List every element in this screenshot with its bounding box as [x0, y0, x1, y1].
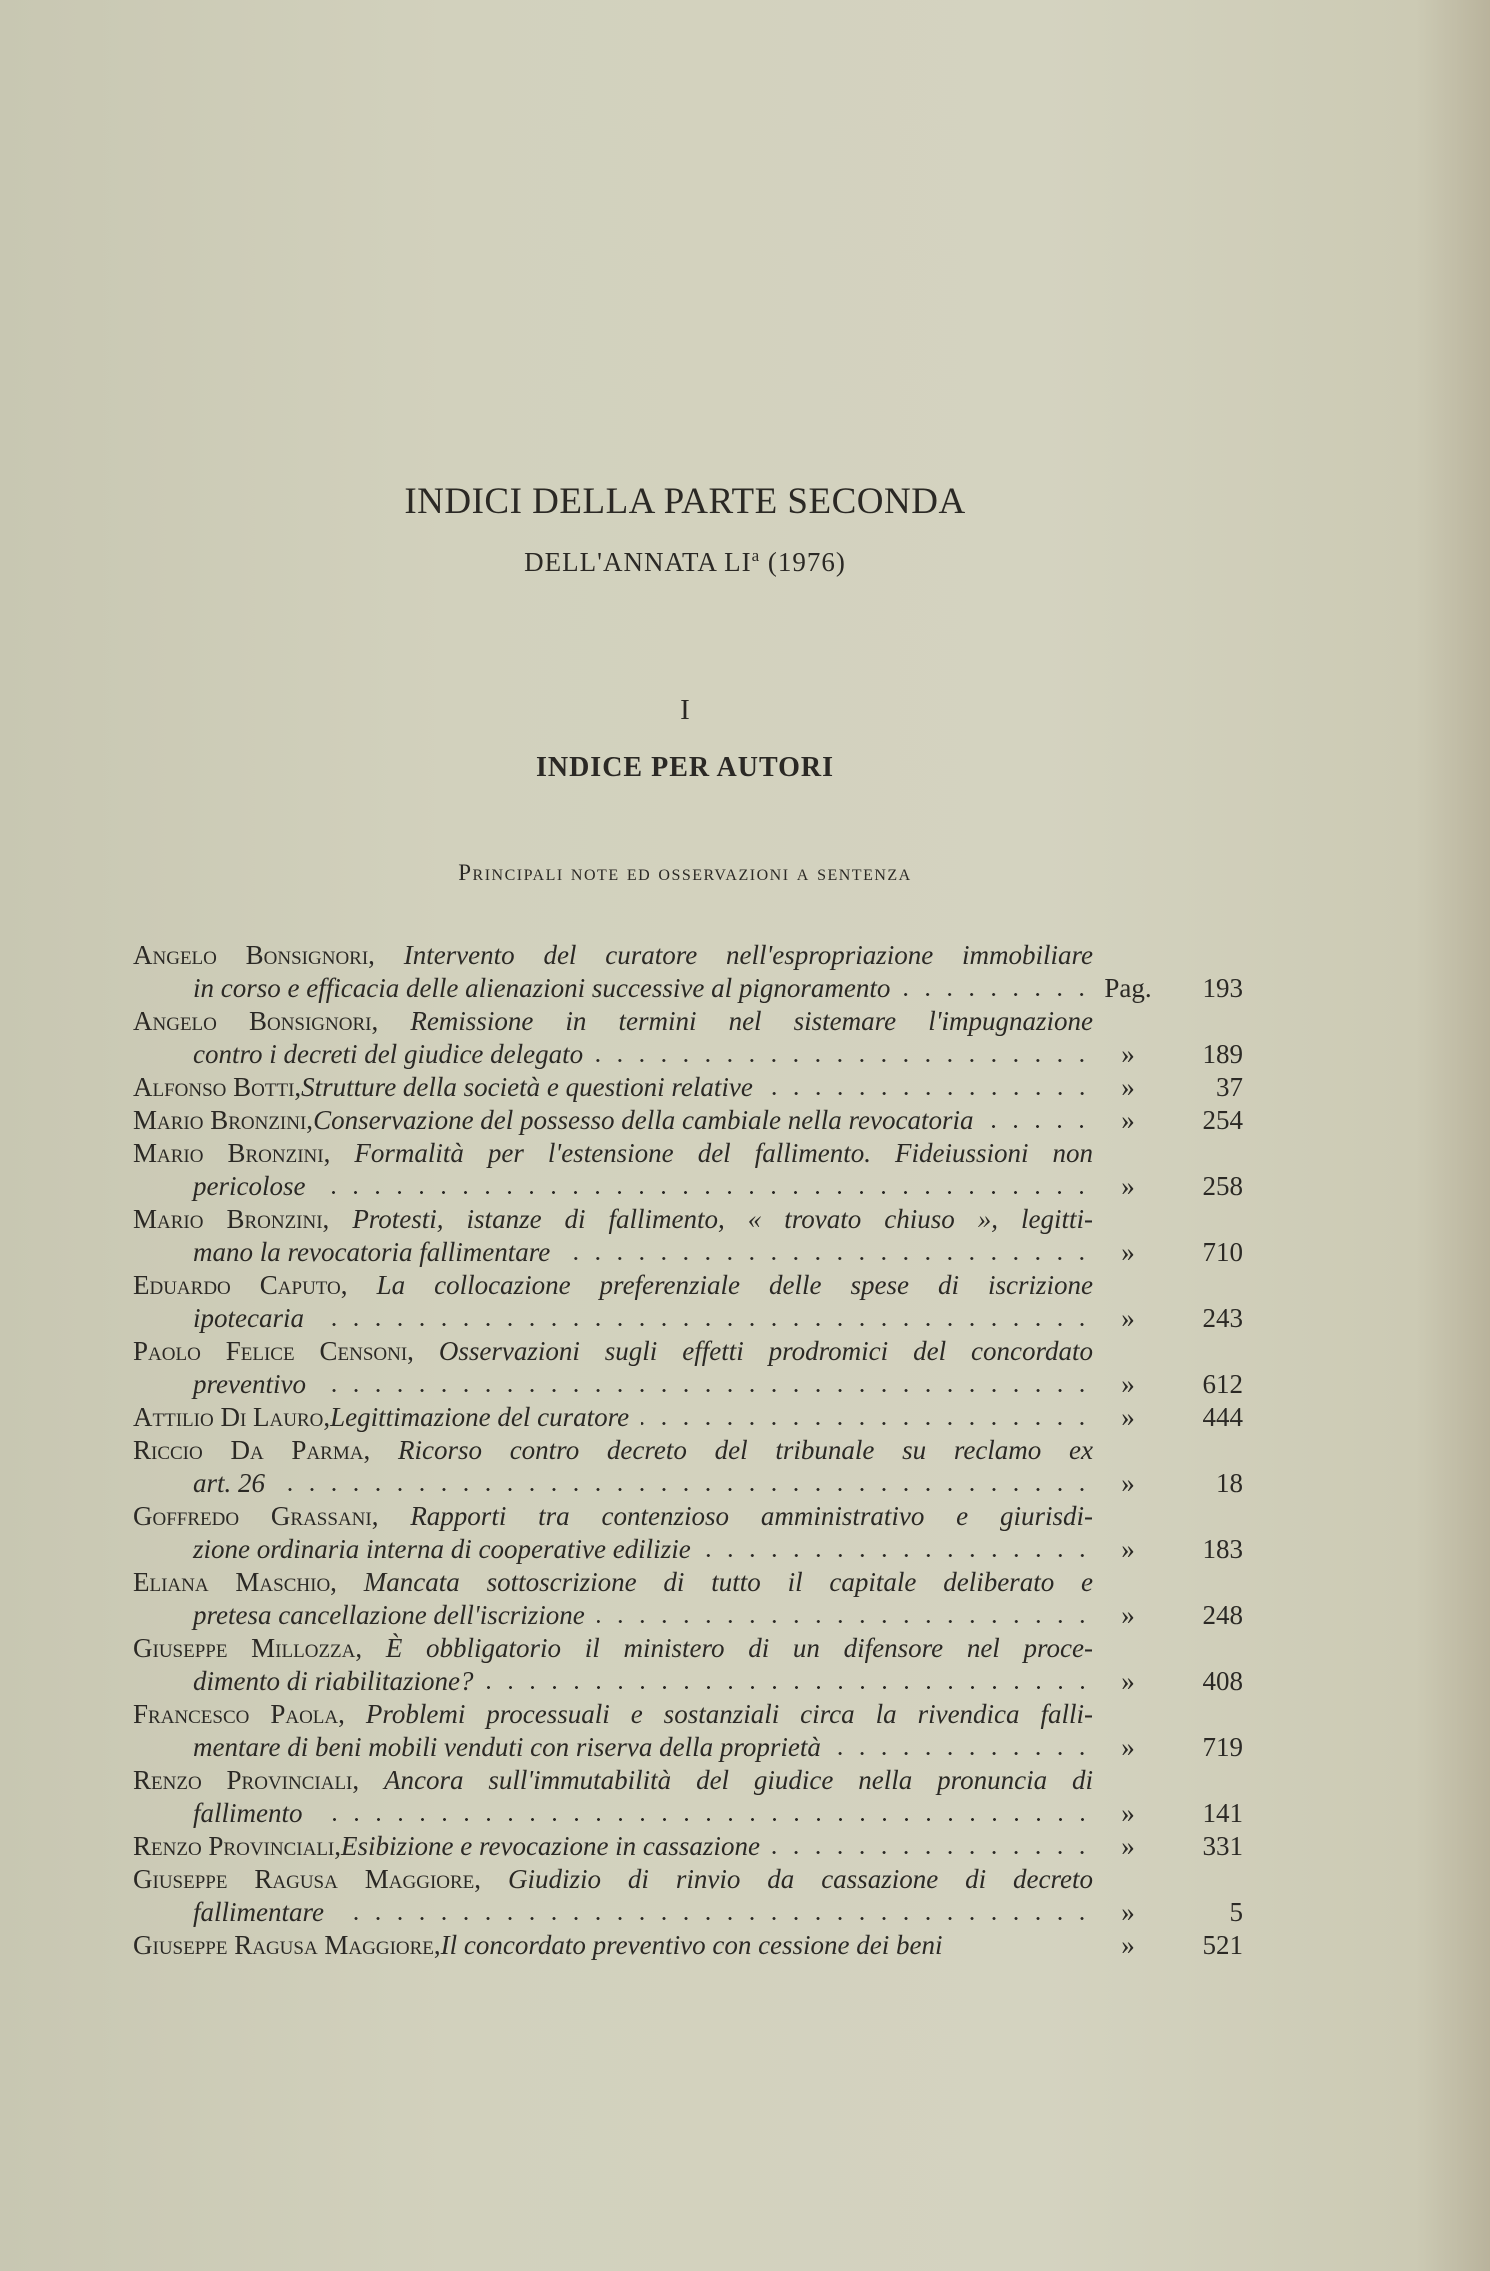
- dot-leader: [902, 972, 1093, 1005]
- page-number: 612: [1202, 1369, 1243, 1399]
- entry-line: [133, 972, 1243, 1005]
- entry-line: [133, 1401, 1243, 1434]
- index-entry: [133, 1863, 1243, 1929]
- entry-text: [133, 1368, 1093, 1401]
- page-number: 5: [1229, 1897, 1243, 1927]
- page-number: 254: [1202, 1105, 1243, 1135]
- page-prefix: »: [1121, 1402, 1135, 1432]
- page-prefix: »: [1121, 1237, 1135, 1267]
- page-number: [1163, 939, 1243, 972]
- entry-title: ipotecaria: [193, 1303, 304, 1333]
- entry-text: [133, 1467, 1093, 1500]
- page-number: 193: [1202, 973, 1243, 1003]
- entry-line: [133, 1830, 1243, 1863]
- dot-leader: [597, 1599, 1093, 1632]
- entry-title: Formalità per l'estensione del fallimento. Fideiussioni non: [354, 1138, 1093, 1168]
- entry-title: Conservazione del possesso della cambiale nella revocatoria: [313, 1105, 974, 1135]
- entry-author: Renzo Provinciali,: [133, 1831, 341, 1861]
- page-prefix: [1093, 1203, 1163, 1236]
- page-number: 408: [1202, 1666, 1243, 1696]
- entry-title: preventivo: [193, 1369, 306, 1399]
- dot-leader: [317, 1170, 1093, 1203]
- entry-text: [133, 1764, 1093, 1797]
- page-subtitle: [0, 546, 1370, 578]
- page-prefix: »: [1121, 1534, 1135, 1564]
- entry-title: art. 26: [193, 1468, 266, 1498]
- entry-title: mano la revocatoria fallimentare: [193, 1237, 551, 1267]
- dot-leader: [277, 1467, 1093, 1500]
- page-number: 710: [1202, 1237, 1243, 1267]
- page-prefix: [1093, 1698, 1163, 1731]
- entry-text: [133, 1071, 1093, 1104]
- entry-line: [133, 1896, 1243, 1929]
- entry-title: Strutture della società e questioni relative: [301, 1072, 753, 1102]
- dot-leader: [985, 1104, 1093, 1137]
- page-prefix: Pag.: [1104, 973, 1152, 1003]
- entry-line: [133, 939, 1243, 972]
- entry-author: Mario Bronzini,: [133, 1105, 314, 1135]
- page-number: 18: [1216, 1468, 1243, 1498]
- entry-title: Rapporti tra contenzioso amministrativo e giurisdi-: [410, 1501, 1093, 1531]
- page-number: 243: [1202, 1303, 1243, 1333]
- entry-line: [133, 1929, 1243, 1962]
- index-entry: [133, 1203, 1243, 1269]
- page-prefix: [1093, 1764, 1163, 1797]
- entry-line: [133, 1764, 1243, 1797]
- page-prefix: [1093, 1863, 1163, 1896]
- index-entry: [133, 1929, 1243, 1962]
- entry-line: [133, 1665, 1243, 1698]
- entry-text: [133, 1665, 1093, 1698]
- page-number: [1163, 1764, 1243, 1797]
- entry-title: Mancata sottoscrizione di tutto il capitale deliberato e: [363, 1567, 1093, 1597]
- subtitle-text: DELL'ANNATA LI: [524, 547, 752, 577]
- entry-text: [133, 972, 1093, 1005]
- entry-author: Angelo Bonsignori,: [133, 1006, 379, 1036]
- dot-leader: [765, 1071, 1093, 1104]
- entry-text: [133, 1863, 1093, 1896]
- entry-author: Francesco Paola,: [133, 1699, 345, 1729]
- entry-author: Paolo Felice Censoni,: [133, 1336, 414, 1366]
- entry-text: [133, 1335, 1093, 1368]
- entry-title: dimento di riabilitazione?: [193, 1666, 474, 1696]
- entry-text: [133, 1830, 1093, 1863]
- entry-title: Intervento del curatore nell'espropriazione immobiliare: [403, 940, 1093, 970]
- entry-title: fallimentare: [193, 1897, 324, 1927]
- page-title: INDICI DELLA PARTE SECONDA: [404, 481, 966, 522]
- index-entry: [133, 1071, 1243, 1104]
- entry-line: [133, 1335, 1243, 1368]
- page-number: [1163, 1632, 1243, 1665]
- entry-line: [133, 1500, 1243, 1533]
- page-number: 141: [1202, 1798, 1243, 1828]
- page-number: [1163, 1335, 1243, 1368]
- author-index-list: [133, 939, 1243, 1962]
- entry-line: [133, 1599, 1243, 1632]
- page-number: 719: [1202, 1732, 1243, 1762]
- dot-leader: [595, 1038, 1093, 1071]
- page-prefix: »: [1121, 1666, 1135, 1696]
- page-prefix: »: [1121, 1369, 1135, 1399]
- entry-text: [133, 939, 1093, 972]
- entry-line: [133, 1302, 1243, 1335]
- entry-text: [133, 1236, 1093, 1269]
- page-number: 248: [1202, 1600, 1243, 1630]
- entry-text: [133, 1038, 1093, 1071]
- page-prefix: »: [1121, 1897, 1135, 1927]
- page-number: [1163, 1434, 1243, 1467]
- entry-title: Giudizio di rinvio da cassazione di decreto: [507, 1864, 1093, 1894]
- entry-text: [133, 1203, 1093, 1236]
- entry-title: Problemi processuali e sostanziali circa la rivendica falli-: [365, 1699, 1093, 1729]
- page-number: [1163, 1566, 1243, 1599]
- dot-leader: [316, 1302, 1093, 1335]
- entry-title: Legittimazione del curatore: [330, 1402, 630, 1432]
- entry-line: [133, 1698, 1243, 1731]
- entry-author: Goffredo Grassani,: [133, 1501, 379, 1531]
- entry-text: [133, 1401, 1093, 1434]
- index-entry: [133, 1566, 1243, 1632]
- entry-title: mentare di beni mobili venduti con riserva della proprietà: [193, 1732, 821, 1762]
- entry-title: pretesa cancellazione dell'iscrizione: [193, 1600, 585, 1630]
- entry-line: [133, 1236, 1243, 1269]
- index-entry: [133, 1269, 1243, 1335]
- dot-leader: [772, 1830, 1093, 1863]
- entry-author: Eliana Maschio,: [133, 1567, 337, 1597]
- entry-author: Eduardo Caputo,: [133, 1270, 348, 1300]
- entry-line: [133, 1731, 1243, 1764]
- entry-author: Giuseppe Ragusa Maggiore,: [133, 1864, 482, 1894]
- entry-title: Protesti, istanze di fallimento, « trovato chiuso », legitti-: [352, 1204, 1093, 1234]
- entry-text: [133, 1632, 1093, 1665]
- page-prefix: [1093, 1335, 1163, 1368]
- entry-line: [133, 1071, 1243, 1104]
- page-prefix: »: [1121, 1072, 1135, 1102]
- dot-leader: [336, 1896, 1093, 1929]
- page-prefix: »: [1121, 1600, 1135, 1630]
- entry-line: [133, 1104, 1243, 1137]
- entry-line: [133, 1467, 1243, 1500]
- page-prefix: [1093, 939, 1163, 972]
- entry-author: Alfonso Botti,: [133, 1072, 302, 1102]
- entry-author: Riccio Da Parma,: [133, 1435, 371, 1465]
- entry-author: Angelo Bonsignori,: [133, 940, 375, 970]
- index-entry: [133, 1005, 1243, 1071]
- entry-author: Giuseppe Ragusa Maggiore,: [133, 1930, 441, 1960]
- page-number: [1163, 1269, 1243, 1302]
- index-entry: [133, 1698, 1243, 1764]
- dot-leader: [703, 1533, 1093, 1566]
- entry-text: [133, 1797, 1093, 1830]
- entry-title: contro i decreti del giudice delegato: [193, 1039, 584, 1069]
- page-prefix: [1093, 1566, 1163, 1599]
- entry-line: [133, 1434, 1243, 1467]
- entry-title: zione ordinaria interna di cooperative edilizie: [193, 1534, 691, 1564]
- entry-author: Giuseppe Millozza,: [133, 1633, 363, 1663]
- page-number: 183: [1202, 1534, 1243, 1564]
- index-entry: [133, 1632, 1243, 1698]
- entry-author: Mario Bronzini,: [133, 1138, 331, 1168]
- subsection-heading: Principali note ed osservazioni a sentenza: [458, 860, 912, 885]
- entry-title: pericolose: [193, 1171, 306, 1201]
- entry-text: [133, 1434, 1093, 1467]
- page-number: 189: [1202, 1039, 1243, 1069]
- page-prefix: [1093, 1632, 1163, 1665]
- index-entry: [133, 1104, 1243, 1137]
- subtitle-year: (1976): [767, 547, 846, 577]
- entry-title: Ancora sull'immutabilità del giudice nella pronuncia di: [384, 1765, 1093, 1795]
- dot-leader: [562, 1236, 1093, 1269]
- dot-leader: [486, 1665, 1094, 1698]
- page-prefix: [1093, 1434, 1163, 1467]
- entry-line: [133, 1203, 1243, 1236]
- page-prefix: [1093, 1500, 1163, 1533]
- entry-line: [133, 1269, 1243, 1302]
- entry-line: [133, 1632, 1243, 1665]
- page-prefix: »: [1121, 1105, 1135, 1135]
- page-number: [1163, 1863, 1243, 1896]
- entry-text: [133, 1302, 1093, 1335]
- entry-title: Esibizione e revocazione in cassazione: [341, 1831, 760, 1861]
- index-entry: [133, 1830, 1243, 1863]
- page-number: [1163, 1137, 1243, 1170]
- page-prefix: »: [1121, 1732, 1135, 1762]
- entry-text: [133, 1698, 1093, 1731]
- page-prefix: »: [1121, 1171, 1135, 1201]
- index-entry: [133, 1335, 1243, 1401]
- page-prefix: [1093, 1269, 1163, 1302]
- entry-line: [133, 1863, 1243, 1896]
- entry-text: [133, 1005, 1093, 1038]
- entry-line: [133, 1566, 1243, 1599]
- page-number: [1163, 1698, 1243, 1731]
- page-number: [1163, 1500, 1243, 1533]
- entry-text: [133, 1170, 1093, 1203]
- entry-title: Ricorso contro decreto del tribunale su reclamo ex: [397, 1435, 1093, 1465]
- page-number: 444: [1202, 1402, 1243, 1432]
- dot-leader: [315, 1797, 1094, 1830]
- page-prefix: [1093, 1005, 1163, 1038]
- dot-leader: [318, 1368, 1093, 1401]
- index-entry: [133, 1500, 1243, 1566]
- page-prefix: »: [1121, 1039, 1135, 1069]
- page-prefix: »: [1121, 1930, 1135, 1960]
- entry-text: [133, 1137, 1093, 1170]
- index-entry: [133, 1764, 1243, 1830]
- entry-title: È obbligatorio il ministero di un difensore nel proce-: [385, 1633, 1093, 1663]
- entry-line: [133, 1005, 1243, 1038]
- entry-title: in corso e efficacia delle alienazioni successive al pignoramento: [193, 973, 891, 1003]
- page-prefix: [1093, 1137, 1163, 1170]
- page-prefix: »: [1121, 1798, 1135, 1828]
- entry-author: Mario Bronzini,: [133, 1204, 330, 1234]
- entry-title: fallimento: [193, 1798, 303, 1828]
- entry-text: [133, 1731, 1093, 1764]
- entry-line: [133, 1533, 1243, 1566]
- entry-line: [133, 1368, 1243, 1401]
- subtitle-superscript: a: [751, 546, 761, 565]
- entry-text: [133, 1500, 1093, 1533]
- entry-text: [133, 1566, 1093, 1599]
- entry-text: [133, 1104, 1093, 1137]
- index-entry: [133, 939, 1243, 1005]
- section-numeral: I: [680, 694, 690, 726]
- page-prefix: »: [1121, 1468, 1135, 1498]
- entry-title: Osservazioni sugli effetti prodromici del concordato: [438, 1336, 1093, 1366]
- entry-title: Il concordato preventivo con cessione dei beni: [440, 1930, 943, 1960]
- page-number: 521: [1202, 1930, 1243, 1960]
- entry-title: Remissione in termini nel sistemare l'impugnazione: [410, 1006, 1093, 1036]
- index-entry: [133, 1401, 1243, 1434]
- entry-text: [133, 1269, 1093, 1302]
- entry-line: [133, 1038, 1243, 1071]
- entry-text: [133, 1929, 1093, 1962]
- entry-author: Renzo Provinciali,: [133, 1765, 360, 1795]
- page-number: [1163, 1005, 1243, 1038]
- page-number: 37: [1216, 1072, 1243, 1102]
- entry-line: [133, 1170, 1243, 1203]
- entry-text: [133, 1533, 1093, 1566]
- page-prefix: »: [1121, 1303, 1135, 1333]
- page-number: [1163, 1203, 1243, 1236]
- dot-leader: [833, 1731, 1093, 1764]
- entry-line: [133, 1137, 1243, 1170]
- section-heading: INDICE PER AUTORI: [535, 752, 835, 783]
- page-number: 258: [1202, 1171, 1243, 1201]
- index-entry: [133, 1137, 1243, 1203]
- page-number: 331: [1202, 1831, 1243, 1861]
- entry-text: [133, 1599, 1093, 1632]
- dot-leader: [641, 1401, 1093, 1434]
- entry-text: [133, 1896, 1093, 1929]
- entry-title: La collocazione preferenziale delle spese di iscrizione: [376, 1270, 1093, 1300]
- entry-author: Attilio Di Lauro,: [133, 1402, 331, 1432]
- index-entry: [133, 1434, 1243, 1500]
- entry-line: [133, 1797, 1243, 1830]
- page-prefix: »: [1121, 1831, 1135, 1861]
